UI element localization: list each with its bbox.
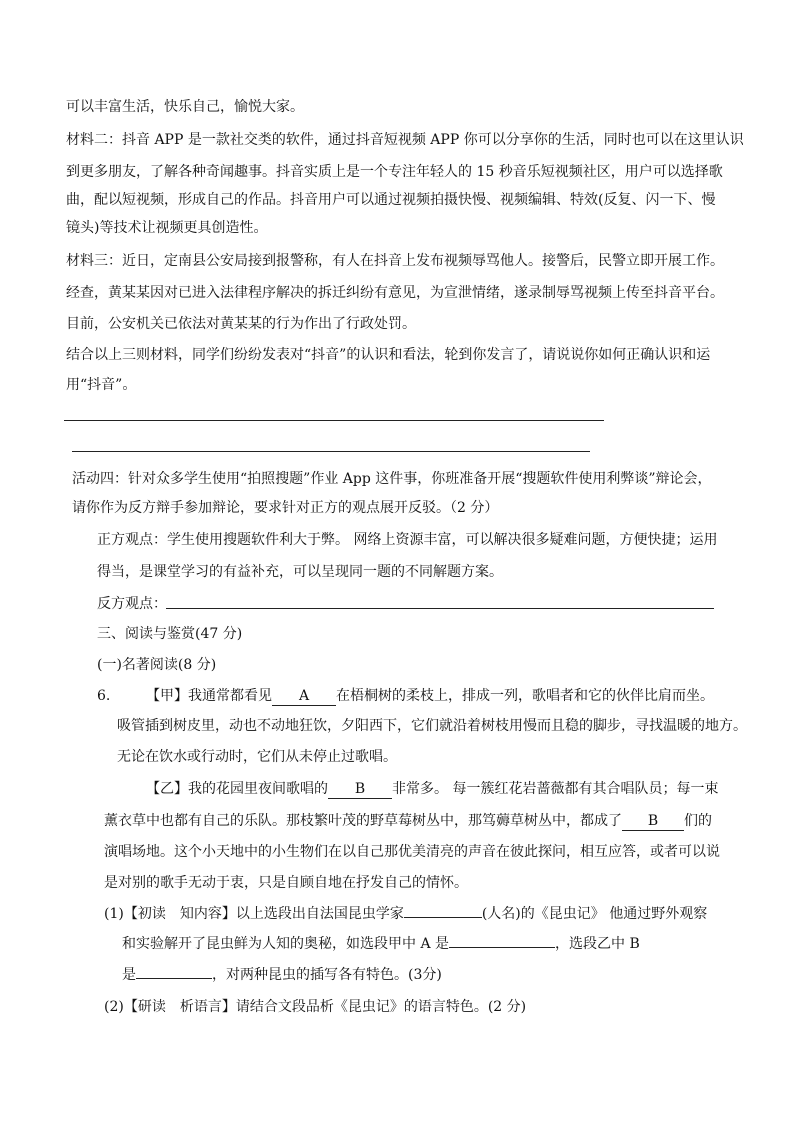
q6-yi-l2-blank-b: B (622, 812, 684, 831)
q6-yi-line-4: 是对别的歌手无动于衷，只是自顾自地在抒发自己的情怀。 (104, 875, 468, 891)
q6-yi-text-a: 【乙】我的花园里夜间歌唱的 (146, 781, 328, 797)
q6-sub1-l3-text-a: 是 (122, 967, 136, 983)
prompt-line-1: 结合以上三则材料，同学们纷纷发表对“抖音”的认识和看法，轮到你发言了，请说说你如何正确认识和运 (66, 347, 711, 363)
material3-line-2: 经查，黄某某因对已进入法律程序解决的拆迁纠纷有意见，为宣泄情绪，遂录制辱骂视频上传至抖音平台。 (66, 285, 724, 301)
q6-number: 6. (97, 688, 111, 704)
q6-yi-line-3: 演唱场地。这个小天地中的小生物们在以自己那优美清亮的声音在彼此探问，相互应答，或者可以说 (104, 844, 720, 860)
section3-title: 三、阅读与鉴赏(47 分) (97, 626, 243, 642)
q6-jia-text-a: 【甲】我通常都看见 (146, 688, 272, 704)
q6-yi-text-b: 非常多。 每一簇红花岩蔷薇都有其合唱队员；每一束 (392, 781, 719, 797)
con-view-label: 反方观点： (97, 596, 167, 612)
q6-sub1-l2-text-a: 和实验解开了昆虫鲜为人知的奥秘，如选段甲中 A 是 (122, 936, 450, 952)
prompt-line-2: 用“抖音”。 (66, 377, 137, 393)
q6-sub1-l3-text-b: ，对两种昆虫的插写各有特色。(3分) (212, 967, 442, 983)
q6-sub1-blank-author[interactable] (404, 917, 482, 918)
pro-view-line-1: 正方观点：学生使用搜题软件利大于弊。 网络上资源丰富，可以解决很多疑难问题，方便快捷；运用 (97, 532, 718, 548)
material2-line-1: 材料二：抖音 APP 是一款社交类的软件，通过抖音短视频 APP 你可以分享你的生活，同时也可以在这里认识 (66, 132, 744, 148)
q6-yi-l2-text-a: 薰衣草中也都有自己的乐队。那枝繁叶茂的野草莓树丛中，那笃薅草树丛中，都成了 (104, 813, 622, 829)
q6-yi-line-1 (146, 779, 718, 799)
intro-line: 可以丰富生活，快乐自己，愉悦大家。 (66, 99, 304, 115)
q6-sub1-text-a: (1)【初读 知内容】以上选段出自法国昆虫学家 (104, 906, 404, 922)
q6-jia-line-3: 无论在饮水或行动时，它们从未停止过歌唱。 (117, 749, 397, 765)
q6-sub1-blank-b[interactable] (136, 978, 212, 979)
q6-sub1-text-b: (人名)的《昆虫记》 他通过野外观察 (481, 906, 708, 922)
con-view-answer-line[interactable] (166, 608, 714, 609)
material2-line-4: 镜头)等技术让视频更具创造性。 (66, 220, 268, 236)
material2-line-3: 曲，配以短视频，形成自己的作品。抖音用户可以通过视频拍摄快慢、视频编辑、特效(反复、闪一下、慢 (66, 192, 716, 208)
q6-jia-line-2: 吸管插到树皮里，动也不动地狂饮，夕阳西下，它们就沿着树枝用慢而且稳的脚步，寻找温暖的地方。 (117, 718, 747, 734)
q6-sub1-line-3 (122, 965, 442, 985)
q6-jia-text-b: 在梧桐树的柔枝上，排成一列，歌唱者和它的伙伴比肩而坐。 (336, 688, 714, 704)
q6-sub1-blank-a[interactable] (449, 947, 555, 948)
material3-line-3: 目前，公安机关已依法对黄某某的行为作出了行政处罚。 (66, 316, 416, 332)
answer-line-2[interactable] (72, 451, 590, 452)
q6-sub1-line-2 (122, 934, 640, 954)
answer-line-1[interactable] (64, 420, 604, 421)
q6-sub2-line: (2)【研读 析语言】请结合文段品析《昆虫记》的语言特色。(2 分) (104, 999, 527, 1015)
q6-sub1-l2-text-b: ，选段乙中 B (555, 936, 640, 952)
q6-jia-blank-a: A (272, 687, 336, 706)
pro-view-line-2: 得当，是课堂学习的有益补充，可以呈现同一题的不同解题方案。 (97, 564, 503, 580)
q6-yi-l2-text-b: 们的 (684, 813, 712, 829)
q6-yi-line-2 (104, 811, 712, 831)
activity4-line-1: 活动四：针对众多学生使用“拍照搜题”作业 App 这件事，你班准备开展“搜题软件使用利弊谈”辩论会， (72, 471, 712, 487)
q6-jia-line-1 (146, 686, 714, 706)
material3-line-1: 材料三：近日，定南县公安局接到报警称，有人在抖音上发布视频辱骂他人。接警后，民警立即开展工作。 (66, 253, 724, 269)
activity4-line-2: 请你作为反方辩手参加辩论，要求针对正方的观点展开反驳。（2 分） (72, 500, 499, 516)
q6-yi-blank-b: B (328, 780, 392, 799)
material2-line-2: 到更多朋友，了解各种奇闻趣事。抖音实质上是一个专注年轻人的 15 秒音乐短视频社区，用户可以选择歌 (66, 164, 723, 180)
q6-sub1-line-1 (104, 904, 707, 924)
section3-subtitle: (一)名著阅读(8 分) (97, 657, 217, 673)
